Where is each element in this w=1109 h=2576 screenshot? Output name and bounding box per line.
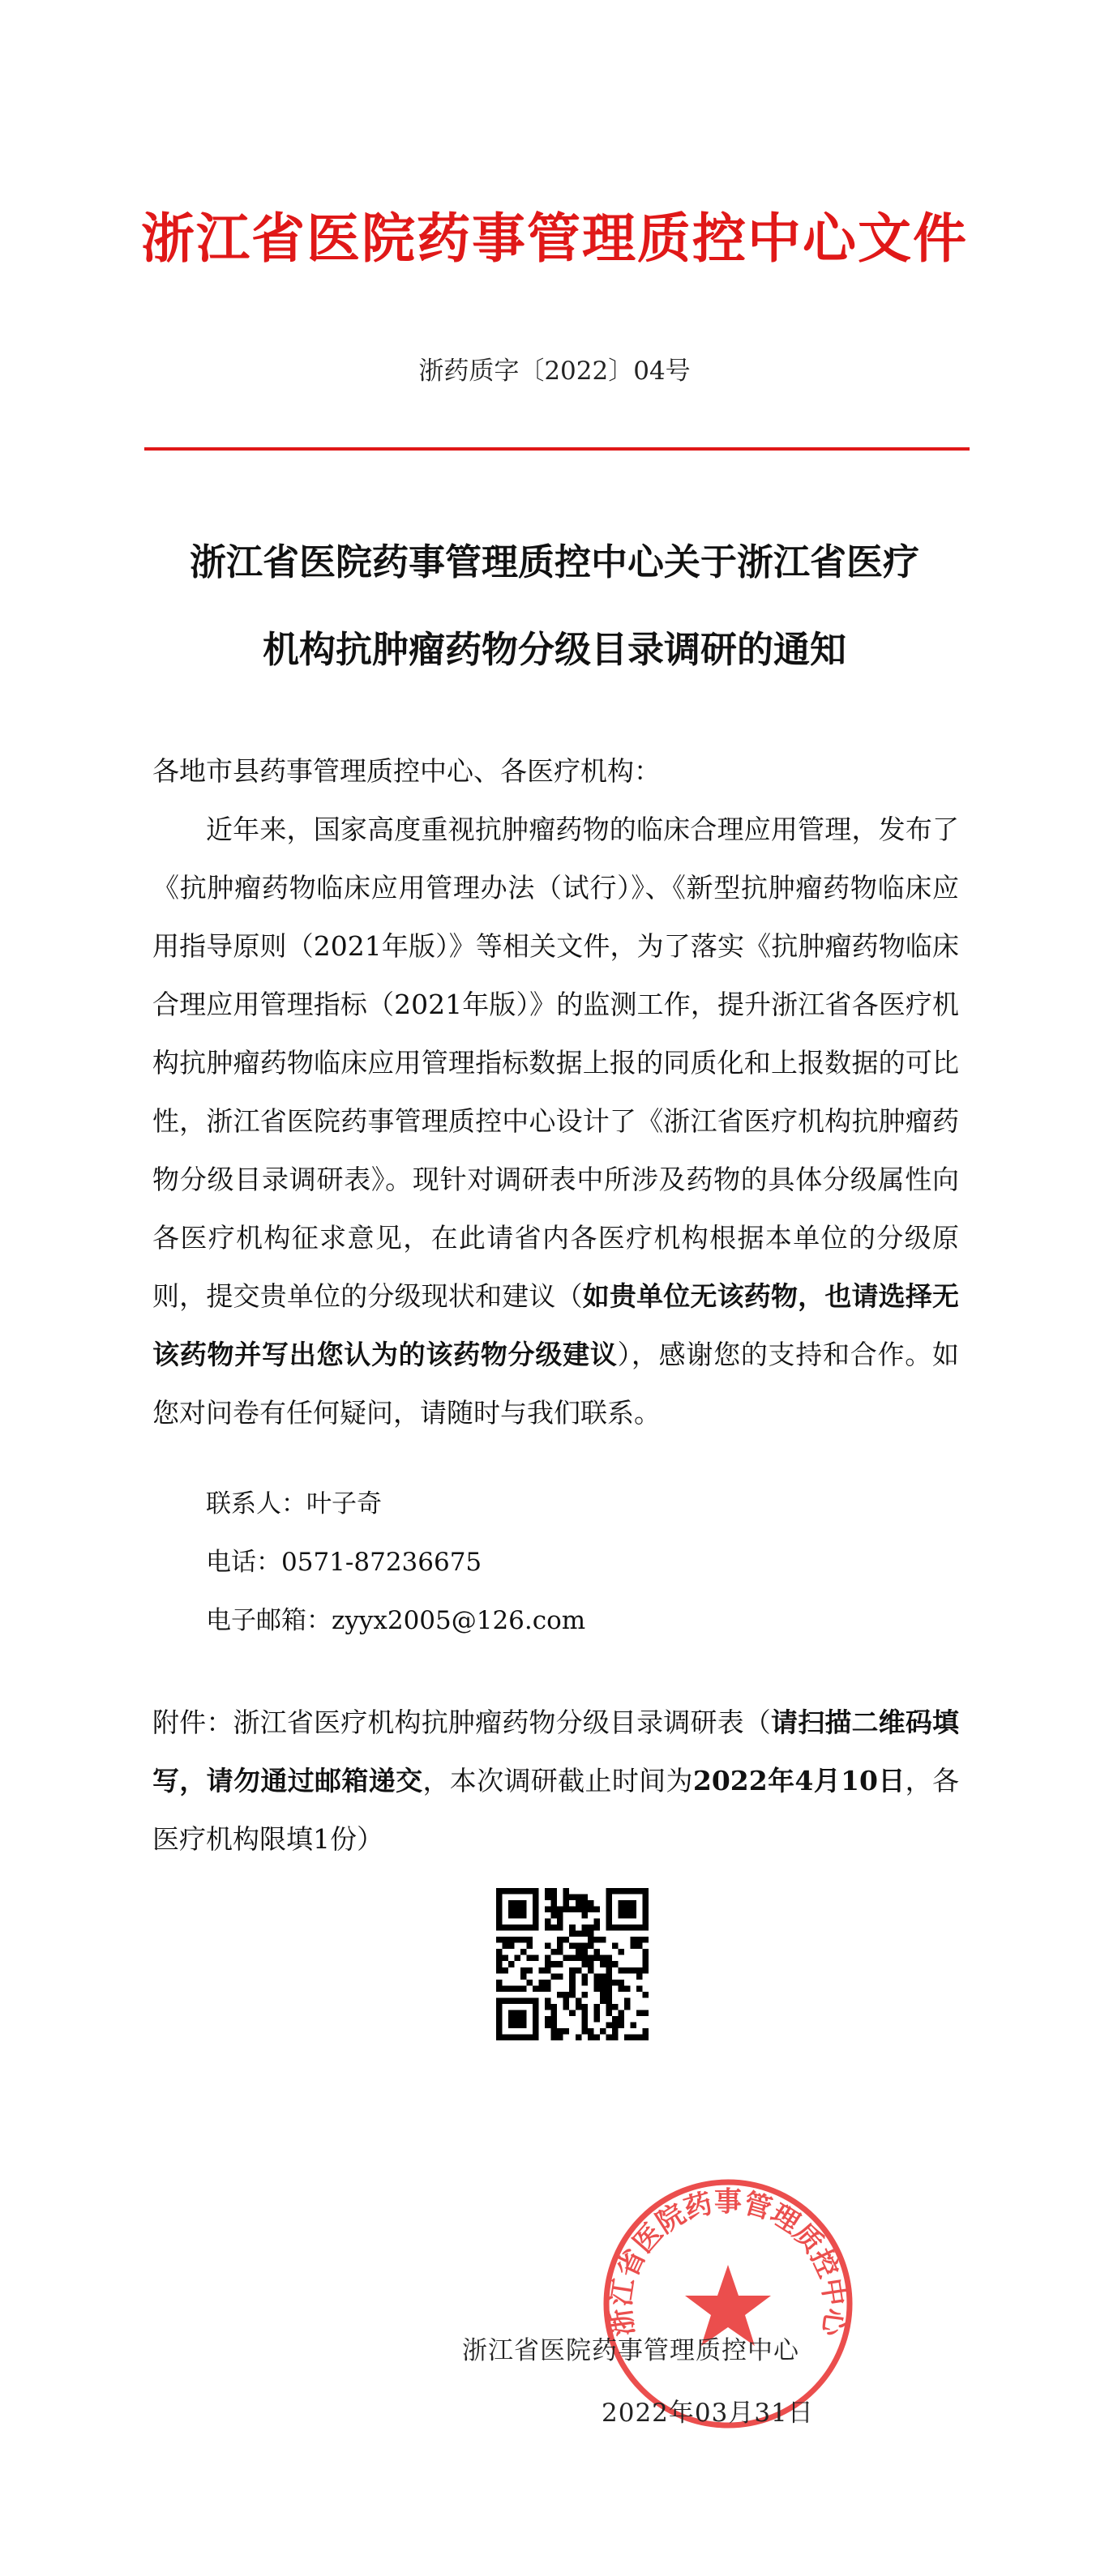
- contact-phone: 电话：0571-87236675: [206, 1548, 482, 1577]
- notice-title: [122, 519, 987, 694]
- notice-title-line-1: 浙江省医院药事管理质控中心关于浙江省医疗: [189, 540, 919, 583]
- notice-title-line-2: 机构抗肿瘤药物分级目录调研的通知: [262, 628, 846, 671]
- contact-info: [206, 1475, 585, 1650]
- document-header-title: 浙江省医院药事管理质控中心文件: [141, 207, 968, 270]
- attachment-note: [152, 1694, 959, 1869]
- contact-email: 电子邮箱：zyyx2005@126.com: [206, 1606, 586, 1635]
- attachment-deadline: 2022年4月10日: [692, 1765, 906, 1796]
- salutation: 各地市县药事管理质控中心、各医疗机构：: [152, 755, 661, 787]
- main-paragraph: [152, 801, 959, 1442]
- issue-date: 2022年03月31日: [602, 2399, 814, 2428]
- main-paragraph-emphasis: 如贵单位无该药物，也请选择无该药物并写出您认为的该药物分级建议: [152, 1280, 960, 1370]
- header-divider: [144, 447, 970, 451]
- notice-body: [152, 742, 959, 1442]
- attachment-emphasis-1: 请扫描二维码填写，请勿通过邮箱递交: [152, 1707, 960, 1796]
- contact-person: 联系人：叶子奇: [206, 1489, 382, 1519]
- document-number: 浙药质字〔2022〕04号: [418, 357, 691, 386]
- attachment-mid: ，本次调研截止时间为: [422, 1765, 693, 1796]
- seal-text: 浙江省医院药事管理质控中心: [605, 2185, 851, 2339]
- attachment-tail: ，各医疗机构限填1份）: [152, 1765, 960, 1855]
- qr-code-icon[interactable]: [496, 1888, 649, 2040]
- issuer-name: 浙江省医院药事管理质控中心: [462, 2336, 799, 2365]
- attachment-lead: 附件：浙江省医疗机构抗肿瘤药物分级目录调研表（: [152, 1707, 771, 1738]
- main-paragraph-closing: ），感谢您的支持和合作。如您对问卷有任何疑问，请随时与我们联系。: [152, 1339, 960, 1429]
- main-paragraph-text: 近年来，国家高度重视抗肿瘤药物的临床合理应用管理，发布了《抗肿瘤药物临床应用管理办法（试行）》、《新型抗肿瘤药物临床应用指导原则（2021年版）》等相关文件，为了落实《抗肿瘤药物临床合理应用管理指标（2021年版）》的监测工作，提升浙江省各医疗机构抗肿瘤药物临床应用管理指标数据上报的同质化和上报数据的可比性，浙江省医院药事管理质控中心设计了《浙江省医疗机构抗肿瘤药物分级目录调研表》。现针对调研表中所涉及药物的具体分级属性向各医疗机构征求意见，在此请省内各医疗机构根据本单位的分级原则，提交贵单位的分级现状和建议（: [152, 814, 959, 1312]
